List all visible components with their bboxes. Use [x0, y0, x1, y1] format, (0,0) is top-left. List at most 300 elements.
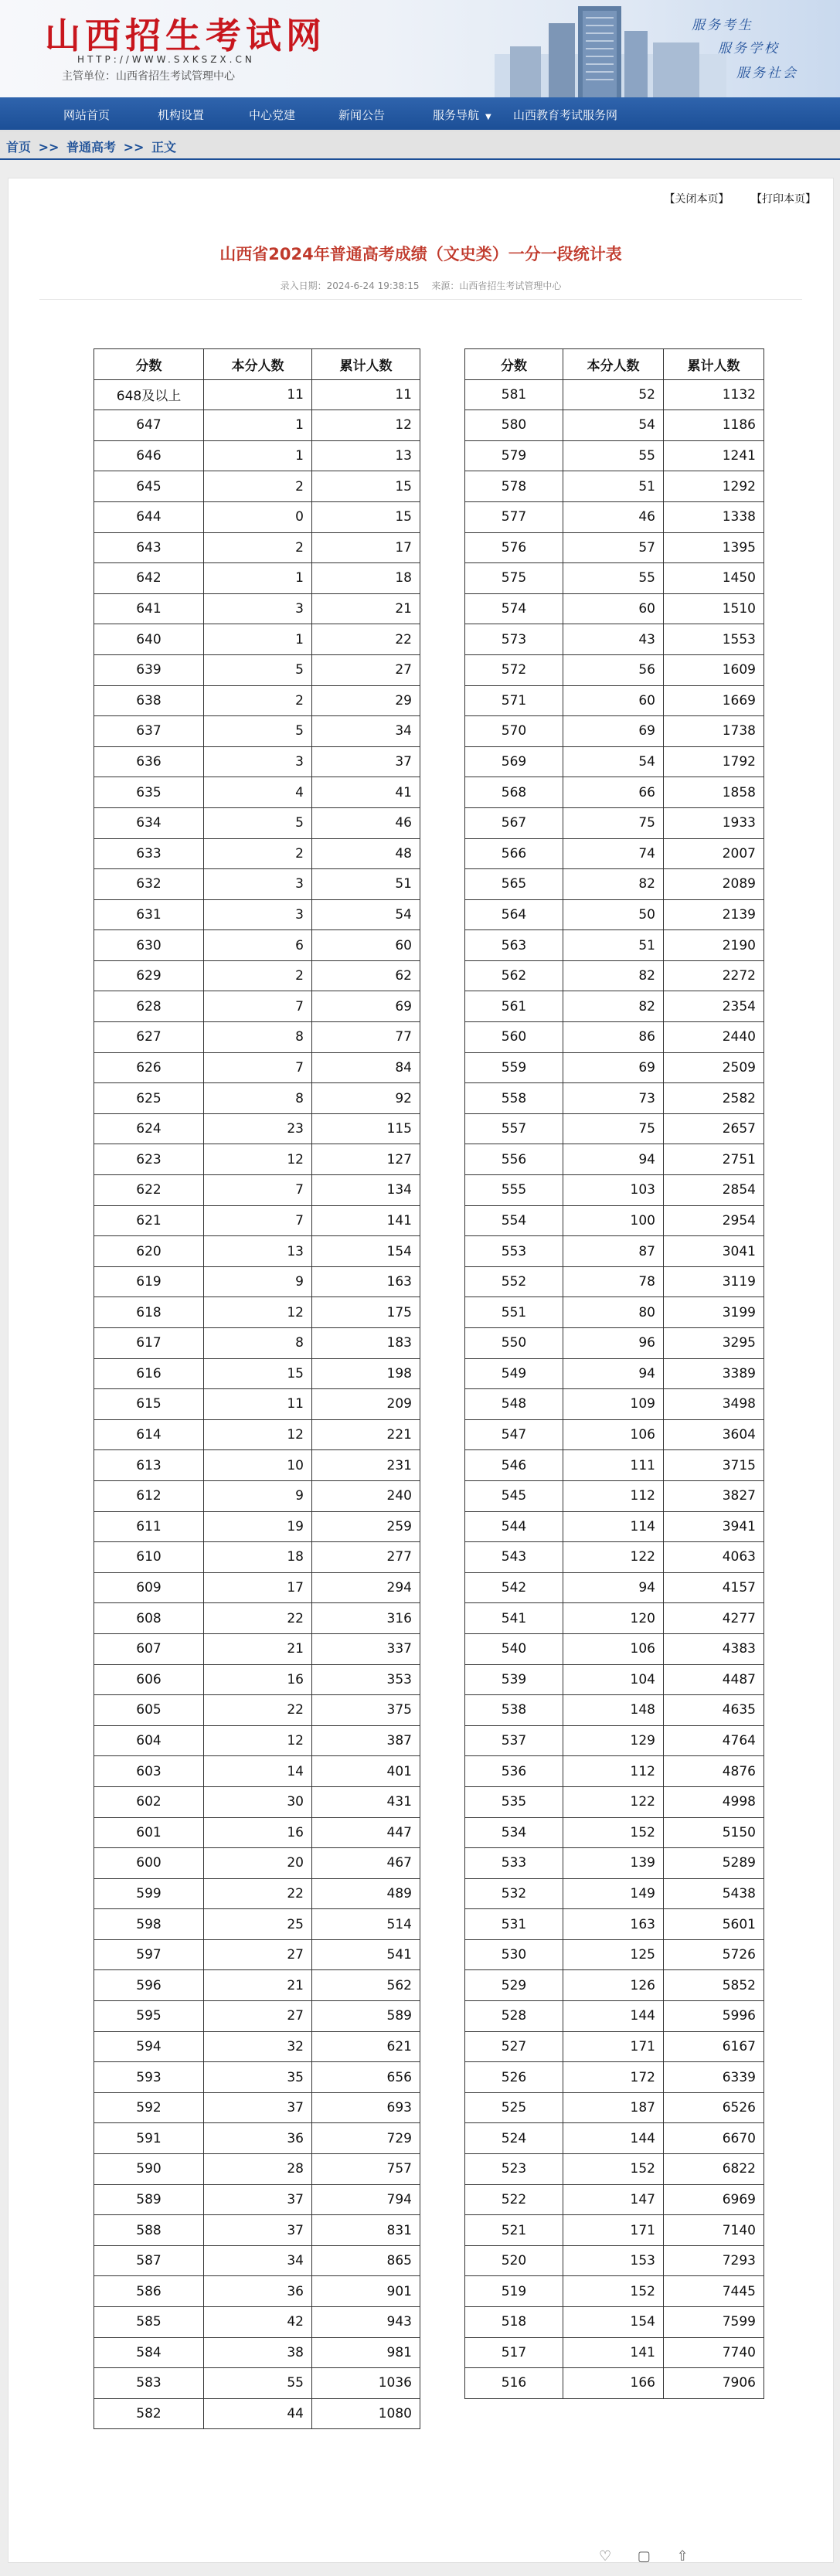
table-row: [94, 2062, 420, 2093]
cell-score: 610: [94, 1542, 204, 1573]
cell-cumulative: 7293: [664, 2245, 764, 2276]
cell-score: 540: [465, 1633, 563, 1664]
cell-count: 82: [563, 960, 664, 991]
cell-score: 519: [465, 2276, 563, 2307]
cell-cumulative: 981: [312, 2337, 420, 2368]
cell-score: 526: [465, 2062, 563, 2093]
table-row: [94, 1633, 420, 1664]
cell-cumulative: 353: [312, 1664, 420, 1695]
cell-cumulative: 1669: [664, 685, 764, 716]
cell-count: 112: [563, 1756, 664, 1787]
table-row: [465, 410, 764, 441]
cell-count: 120: [563, 1603, 664, 1634]
cell-count: 7: [204, 1205, 312, 1236]
cell-cumulative: 1241: [664, 440, 764, 471]
nav-item-exam-service[interactable]: 山西教育考试服务网: [513, 108, 618, 122]
cell-count: 1: [204, 440, 312, 471]
cell-score: 543: [465, 1542, 563, 1573]
cell-score: 529: [465, 1970, 563, 2001]
table-row: [94, 807, 420, 838]
cell-count: 54: [563, 746, 664, 777]
cell-cumulative: 27: [312, 654, 420, 685]
cell-score: 598: [94, 1909, 204, 1940]
table-row: [465, 746, 764, 777]
cell-cumulative: 51: [312, 869, 420, 900]
slogan-students: 服务考生: [692, 18, 753, 33]
table-row: [94, 838, 420, 869]
table-row: [94, 1786, 420, 1817]
cell-cumulative: 831: [312, 2215, 420, 2246]
nav-item-services-dropdown[interactable]: [433, 107, 491, 123]
article-source: 来源：山西省招生考试管理中心: [431, 280, 562, 291]
slogan-group: [692, 11, 831, 88]
table-row: [465, 1205, 764, 1236]
table-row: [465, 1786, 764, 1817]
cell-cumulative: 154: [312, 1236, 420, 1267]
cell-count: 12: [204, 1144, 312, 1175]
cell-cumulative: 209: [312, 1389, 420, 1420]
table-row: [465, 1633, 764, 1664]
cell-score: 628: [94, 991, 204, 1022]
cell-count: 38: [204, 2337, 312, 2368]
cell-count: 149: [563, 1878, 664, 1909]
site-logo-title[interactable]: 山西招生考试网: [45, 15, 326, 56]
nav-item-party[interactable]: 中心党建: [249, 108, 296, 122]
cell-score: 616: [94, 1358, 204, 1389]
table-row: [465, 1542, 764, 1573]
table-row: [94, 1236, 420, 1267]
cell-score: 634: [94, 807, 204, 838]
cell-count: 75: [563, 807, 664, 838]
breadcrumb-home[interactable]: 首页: [6, 140, 32, 155]
cell-score: 536: [465, 1756, 563, 1787]
cell-score: 591: [94, 2123, 204, 2154]
cell-count: 3: [204, 899, 312, 930]
cell-score: 627: [94, 1022, 204, 1053]
cell-score: 578: [465, 471, 563, 502]
table-row: [94, 654, 420, 685]
cell-score: 608: [94, 1603, 204, 1634]
table-row: [94, 1725, 420, 1756]
cell-count: 22: [204, 1603, 312, 1634]
cell-cumulative: 3199: [664, 1297, 764, 1328]
cell-score: 551: [465, 1297, 563, 1328]
cell-score: 594: [94, 2031, 204, 2062]
table-row: [465, 1970, 764, 2001]
cell-cumulative: 865: [312, 2245, 420, 2276]
cell-count: 55: [563, 563, 664, 594]
cell-score: 541: [465, 1603, 563, 1634]
table-row: [465, 1236, 764, 1267]
cell-count: 3: [204, 593, 312, 624]
cell-cumulative: 22: [312, 624, 420, 655]
cell-count: 144: [563, 2123, 664, 2154]
site-header: [0, 0, 840, 97]
cell-count: 54: [563, 410, 664, 441]
cell-score: 624: [94, 1113, 204, 1144]
table-row: [465, 532, 764, 563]
cell-score: 590: [94, 2154, 204, 2185]
nav-item-services-label: 服务导航: [433, 108, 480, 122]
table-row: [94, 1695, 420, 1726]
cell-cumulative: 387: [312, 1725, 420, 1756]
cell-cumulative: 2272: [664, 960, 764, 991]
cell-score: 619: [94, 1266, 204, 1297]
cell-count: 82: [563, 869, 664, 900]
table-row: [465, 1909, 764, 1940]
cell-score: 562: [465, 960, 563, 991]
cell-cumulative: 4063: [664, 1542, 764, 1573]
cell-score: 595: [94, 2001, 204, 2032]
table-row: [94, 2337, 420, 2368]
cell-count: 122: [563, 1542, 664, 1573]
cell-cumulative: 4157: [664, 1572, 764, 1603]
table-row: [94, 2184, 420, 2215]
cell-count: 9: [204, 1266, 312, 1297]
cell-score: 599: [94, 1878, 204, 1909]
cell-score: 528: [465, 2001, 563, 2032]
cell-score: 636: [94, 746, 204, 777]
table-row: [94, 1848, 420, 1879]
cell-cumulative: 294: [312, 1572, 420, 1603]
cell-cumulative: 92: [312, 1083, 420, 1114]
cell-score: 521: [465, 2215, 563, 2246]
table-row: [94, 1603, 420, 1634]
cell-score: 621: [94, 1205, 204, 1236]
cell-count: 30: [204, 1786, 312, 1817]
table-row: [94, 1419, 420, 1450]
table-row: [465, 1603, 764, 1634]
cell-count: 73: [563, 1083, 664, 1114]
cell-cumulative: 240: [312, 1480, 420, 1511]
cell-cumulative: 69: [312, 991, 420, 1022]
cell-score: 648及以上: [94, 379, 204, 410]
table-row: [94, 1480, 420, 1511]
cell-cumulative: 1510: [664, 593, 764, 624]
cell-cumulative: 3119: [664, 1266, 764, 1297]
cell-cumulative: 6822: [664, 2154, 764, 2185]
cell-cumulative: 15: [312, 471, 420, 502]
cell-cumulative: 337: [312, 1633, 420, 1664]
cell-count: 12: [204, 1297, 312, 1328]
breadcrumb: [0, 132, 840, 160]
cell-count: 122: [563, 1786, 664, 1817]
cell-cumulative: 7445: [664, 2276, 764, 2307]
cell-cumulative: 1080: [312, 2398, 420, 2429]
cell-cumulative: 1338: [664, 501, 764, 532]
cell-count: 11: [204, 379, 312, 410]
table-row: [94, 501, 420, 532]
cell-count: 87: [563, 1236, 664, 1267]
cell-score: 646: [94, 440, 204, 471]
table-row: [94, 1450, 420, 1481]
cell-count: 5: [204, 807, 312, 838]
cell-score: 532: [465, 1878, 563, 1909]
cell-cumulative: 7740: [664, 2337, 764, 2368]
cell-count: 44: [204, 2398, 312, 2429]
like-icon[interactable]: ♡: [599, 2548, 612, 2564]
cell-cumulative: 5289: [664, 1848, 764, 1879]
nav-item-organization[interactable]: 机构设置: [158, 108, 205, 122]
cell-count: 3: [204, 869, 312, 900]
table-row: [94, 685, 420, 716]
cell-score: 579: [465, 440, 563, 471]
cell-score: 516: [465, 2368, 563, 2399]
cell-cumulative: 48: [312, 838, 420, 869]
table-row: [94, 471, 420, 502]
cell-count: 187: [563, 2092, 664, 2123]
cell-cumulative: 127: [312, 1144, 420, 1175]
article-meta: [9, 279, 833, 292]
cell-count: 5: [204, 654, 312, 685]
table-row: [94, 563, 420, 594]
cell-count: 75: [563, 1113, 664, 1144]
cell-cumulative: 3715: [664, 1450, 764, 1481]
cell-count: 36: [204, 2276, 312, 2307]
cell-count: 6: [204, 930, 312, 961]
cell-score: 572: [465, 654, 563, 685]
table-row: [94, 746, 420, 777]
table-row: [94, 593, 420, 624]
cell-score: 611: [94, 1511, 204, 1542]
cell-cumulative: 231: [312, 1450, 420, 1481]
cell-count: 37: [204, 2215, 312, 2246]
table-row: [465, 2245, 764, 2276]
cell-count: 2: [204, 532, 312, 563]
cell-count: 104: [563, 1664, 664, 1695]
cell-score: 576: [465, 532, 563, 563]
table-row: [94, 2276, 420, 2307]
cell-score: 638: [94, 685, 204, 716]
cell-cumulative: 4998: [664, 1786, 764, 1817]
table-row: [94, 2307, 420, 2338]
table-row: [465, 1266, 764, 1297]
cell-cumulative: 46: [312, 807, 420, 838]
comment-icon[interactable]: ▢: [637, 2548, 651, 2564]
cell-count: 15: [204, 1358, 312, 1389]
cell-count: 94: [563, 1572, 664, 1603]
header-cumulative: 累计人数: [312, 349, 420, 380]
cell-count: 172: [563, 2062, 664, 2093]
cell-score: 565: [465, 869, 563, 900]
cell-cumulative: 1186: [664, 410, 764, 441]
cell-cumulative: 4383: [664, 1633, 764, 1664]
table-row: [94, 2123, 420, 2154]
cell-count: 12: [204, 1419, 312, 1450]
share-icon[interactable]: ⇧: [676, 2548, 689, 2564]
cell-score: 615: [94, 1389, 204, 1420]
cell-score: 612: [94, 1480, 204, 1511]
article-date: 录入日期：2024-6-24 19:38:15: [280, 280, 420, 291]
cell-cumulative: 84: [312, 1052, 420, 1083]
cell-cumulative: 401: [312, 1756, 420, 1787]
table-row: [465, 1144, 764, 1175]
cell-score: 560: [465, 1022, 563, 1053]
cell-score: 549: [465, 1358, 563, 1389]
nav-item-home[interactable]: 网站首页: [63, 108, 111, 122]
cell-count: 55: [563, 440, 664, 471]
cell-score: 605: [94, 1695, 204, 1726]
cell-cumulative: 1553: [664, 624, 764, 655]
cell-score: 577: [465, 501, 563, 532]
cell-cumulative: 6670: [664, 2123, 764, 2154]
cell-score: 583: [94, 2368, 204, 2399]
cell-count: 27: [204, 1939, 312, 1970]
cell-cumulative: 141: [312, 1205, 420, 1236]
table-row: [94, 1542, 420, 1573]
cell-score: 556: [465, 1144, 563, 1175]
cell-score: 593: [94, 2062, 204, 2093]
table-row: [465, 1939, 764, 1970]
cell-cumulative: 562: [312, 1970, 420, 2001]
cell-cumulative: 2854: [664, 1175, 764, 1206]
cell-count: 9: [204, 1480, 312, 1511]
cell-score: 632: [94, 869, 204, 900]
article-panel: [8, 178, 834, 2563]
table-row: [465, 1419, 764, 1450]
cell-cumulative: 13: [312, 440, 420, 471]
table-row: [465, 807, 764, 838]
nav-item-news[interactable]: 新闻公告: [338, 108, 386, 122]
header-cumulative: 累计人数: [664, 349, 764, 380]
cell-count: 42: [204, 2307, 312, 2338]
cell-score: 589: [94, 2184, 204, 2215]
cell-score: 629: [94, 960, 204, 991]
score-table-right: [464, 348, 764, 2399]
cell-count: 80: [563, 1297, 664, 1328]
table-row: [94, 1664, 420, 1695]
table-row: [465, 1389, 764, 1420]
table-row: [465, 654, 764, 685]
cell-cumulative: 3604: [664, 1419, 764, 1450]
cell-count: 69: [563, 1052, 664, 1083]
slogan-society: 服务社会: [736, 66, 798, 81]
cell-count: 86: [563, 1022, 664, 1053]
cell-count: 43: [563, 624, 664, 655]
breadcrumb-gaokao[interactable]: 普通高考: [66, 140, 116, 155]
cell-score: 588: [94, 2215, 204, 2246]
cell-cumulative: 541: [312, 1939, 420, 1970]
cell-score: 586: [94, 2276, 204, 2307]
table-row: [94, 1817, 420, 1848]
table-row: [465, 471, 764, 502]
cell-count: 19: [204, 1511, 312, 1542]
cell-score: 559: [465, 1052, 563, 1083]
cell-count: 55: [204, 2368, 312, 2399]
cell-count: 22: [204, 1878, 312, 1909]
cell-score: 530: [465, 1939, 563, 1970]
cell-score: 618: [94, 1297, 204, 1328]
cell-cumulative: 943: [312, 2307, 420, 2338]
sponsor-text: 主管单位：山西省招生考试管理中心: [62, 70, 235, 83]
cell-count: 21: [204, 1633, 312, 1664]
table-row: [94, 2092, 420, 2123]
cell-score: 552: [465, 1266, 563, 1297]
table-row: [465, 991, 764, 1022]
table-row: [94, 1909, 420, 1940]
cell-cumulative: 37: [312, 746, 420, 777]
cell-score: 531: [465, 1909, 563, 1940]
close-page-link[interactable]: 【关闭本页】: [664, 193, 729, 206]
cell-score: 566: [465, 838, 563, 869]
cell-cumulative: 259: [312, 1511, 420, 1542]
cell-score: 555: [465, 1175, 563, 1206]
cell-cumulative: 21: [312, 593, 420, 624]
cell-cumulative: 1132: [664, 379, 764, 410]
table-row: [94, 1113, 420, 1144]
table-row: [465, 2154, 764, 2185]
cell-score: 613: [94, 1450, 204, 1481]
table-row: [94, 532, 420, 563]
cell-count: 37: [204, 2092, 312, 2123]
cell-cumulative: 277: [312, 1542, 420, 1573]
cell-score: 630: [94, 930, 204, 961]
cell-cumulative: 6526: [664, 2092, 764, 2123]
print-page-link[interactable]: 【打印本页】: [751, 193, 816, 206]
cell-count: 171: [563, 2031, 664, 2062]
breadcrumb-current: 正文: [151, 140, 176, 155]
cell-count: 11: [204, 1389, 312, 1420]
table-row: [94, 930, 420, 961]
table-row: [465, 1725, 764, 1756]
table-row: [94, 716, 420, 747]
cell-count: 154: [563, 2307, 664, 2338]
cell-count: 2: [204, 471, 312, 502]
cell-count: 82: [563, 991, 664, 1022]
cell-cumulative: 4635: [664, 1695, 764, 1726]
cell-score: 525: [465, 2092, 563, 2123]
table-row: [465, 2092, 764, 2123]
cell-score: 633: [94, 838, 204, 869]
cell-cumulative: 2440: [664, 1022, 764, 1053]
cell-cumulative: 1792: [664, 746, 764, 777]
cell-score: 527: [465, 2031, 563, 2062]
table-row: [465, 2123, 764, 2154]
cell-cumulative: 3295: [664, 1328, 764, 1359]
cell-count: 5: [204, 716, 312, 747]
cell-cumulative: 5601: [664, 1909, 764, 1940]
cell-score: 545: [465, 1480, 563, 1511]
cell-score: 520: [465, 2245, 563, 2276]
cell-score: 561: [465, 991, 563, 1022]
cell-cumulative: 489: [312, 1878, 420, 1909]
cell-count: 8: [204, 1022, 312, 1053]
cell-cumulative: 3827: [664, 1480, 764, 1511]
cell-cumulative: 693: [312, 2092, 420, 2123]
cell-count: 37: [204, 2184, 312, 2215]
cell-score: 602: [94, 1786, 204, 1817]
cell-score: 571: [465, 685, 563, 716]
cell-count: 52: [563, 379, 664, 410]
table-row: [465, 563, 764, 594]
cell-count: 17: [204, 1572, 312, 1603]
cell-count: 25: [204, 1909, 312, 1940]
cell-count: 34: [204, 2245, 312, 2276]
cell-count: 112: [563, 1480, 664, 1511]
cell-count: 22: [204, 1695, 312, 1726]
table-row: [94, 991, 420, 1022]
table-row: [465, 379, 764, 410]
cell-cumulative: 2751: [664, 1144, 764, 1175]
table-row: [465, 685, 764, 716]
table-row: [94, 1878, 420, 1909]
table-row: [94, 1175, 420, 1206]
table-row: [94, 1358, 420, 1389]
cell-score: 568: [465, 777, 563, 808]
cell-cumulative: 15: [312, 501, 420, 532]
cell-cumulative: 447: [312, 1817, 420, 1848]
cell-count: 106: [563, 1419, 664, 1450]
